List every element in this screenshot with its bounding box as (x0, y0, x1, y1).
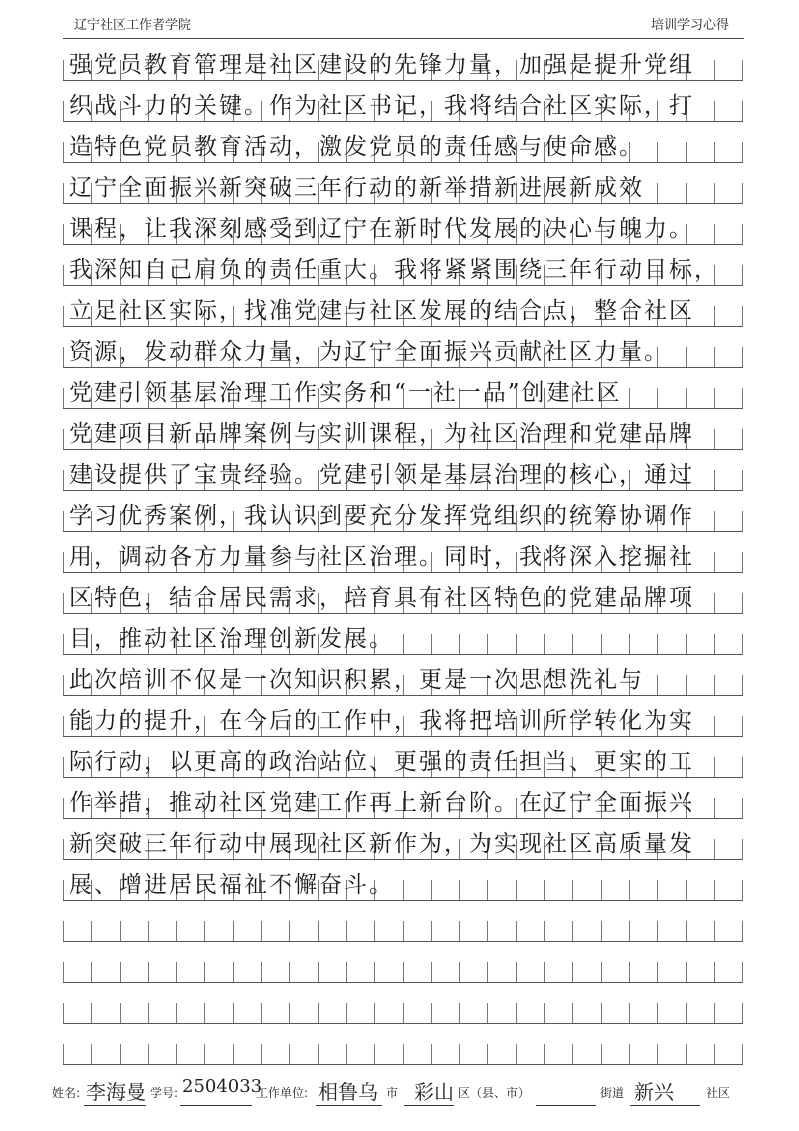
grid-row (63, 573, 743, 614)
handwritten-line: 际行动，以更高的政治站位、更强的责任担当、更实的工 (69, 749, 694, 775)
community-label: 社区 (706, 1086, 731, 1100)
grid-row (63, 532, 743, 573)
grid-cell (204, 962, 232, 982)
grid-cell (233, 962, 261, 982)
grid-cell (516, 962, 544, 982)
grid-cell (120, 1044, 148, 1064)
grid-row (63, 163, 743, 204)
grid-cell (714, 1003, 743, 1023)
header-rule (63, 38, 744, 39)
street-underline (536, 1105, 596, 1106)
grid-cell (544, 1003, 572, 1023)
grid-cell (431, 1003, 459, 1023)
grid-cell (516, 921, 544, 941)
grid-cell (63, 962, 91, 982)
grid-cell (289, 962, 317, 982)
id-value: 2504033 (182, 1076, 263, 1097)
grid-cell (686, 1003, 714, 1023)
grid-cell (346, 1044, 374, 1064)
grid-row (63, 122, 743, 163)
grid-cell (403, 1044, 431, 1064)
grid-cell (289, 1003, 317, 1023)
grid-cell (176, 1003, 204, 1023)
grid-cell (403, 1003, 431, 1023)
grid-cell (318, 1044, 346, 1064)
handwritten-line: 用，调动各方力量参与社区治理。同时，我将深入挖掘社 (69, 544, 694, 570)
grid-cell (374, 1003, 402, 1023)
handwritten-line: 区特色，结合居民需求，培育具有社区特色的党建品牌项 (69, 585, 694, 611)
footer-info (0, 1076, 799, 1116)
handwritten-line: 强党员教育管理是社区建设的先锋力量，加强是提升党组 (69, 52, 694, 78)
grid-cell (120, 921, 148, 941)
grid-cell (148, 962, 176, 982)
grid-cell (657, 921, 685, 941)
grid-cells (63, 1003, 743, 1023)
grid-cell (459, 962, 487, 982)
grid-cell (572, 1003, 600, 1023)
grid-cell (544, 962, 572, 982)
writing-grid (63, 40, 743, 1065)
handwritten-line: 此次培训不仅是一次知识积累，更是一次思想洗礼与 (69, 667, 644, 693)
grid-cell (459, 1003, 487, 1023)
grid-cell (487, 1044, 515, 1064)
grid-cell (346, 921, 374, 941)
grid-cells (63, 962, 743, 982)
grid-cell (487, 1003, 515, 1023)
grid-cell (601, 1003, 629, 1023)
grid-row (63, 983, 743, 1024)
grid-row (63, 942, 743, 983)
grid-cell (686, 962, 714, 982)
grid-cell (657, 1003, 685, 1023)
name-label: 姓名: (52, 1086, 81, 1100)
grid-cell (629, 1003, 657, 1023)
grid-row (63, 696, 743, 737)
grid-cell (629, 1044, 657, 1064)
grid-cell (318, 962, 346, 982)
grid-cell (346, 962, 374, 982)
handwritten-line: 党建引领基层治理工作实务和“一社一品”创建社区 (69, 380, 622, 406)
grid-row (63, 778, 743, 819)
grid-cell (686, 1044, 714, 1064)
grid-cell (516, 1003, 544, 1023)
grid-cell (148, 1044, 176, 1064)
grid-cell (516, 1044, 544, 1064)
grid-cell (714, 921, 743, 941)
grid-row (63, 327, 743, 368)
grid-cell (572, 962, 600, 982)
grid-cell (714, 1044, 743, 1064)
handwritten-line: 我深知自己肩负的责任重大。我将紧紧围绕三年行动目标， (69, 257, 719, 283)
grid-cell (629, 962, 657, 982)
grid-cell (204, 921, 232, 941)
grid-cell (572, 921, 600, 941)
handwritten-line: 目，推动社区治理创新发展。 (69, 626, 394, 652)
handwritten-line: 学习优秀案例，我认识到要充分发挥党组织的统筹协调作 (69, 503, 694, 529)
district-underline (404, 1105, 454, 1106)
unit-label: 工作单位: (256, 1086, 309, 1100)
grid-row (63, 860, 743, 901)
grid-cell (204, 1044, 232, 1064)
grid-cell (91, 1044, 119, 1064)
grid-row (63, 450, 743, 491)
grid-cell (148, 1003, 176, 1023)
grid-cell (629, 921, 657, 941)
handwritten-line: 织战斗力的关键。作为社区书记，我将结合社区实际，打 (69, 93, 694, 119)
grid-cell (91, 962, 119, 982)
grid-cell (148, 921, 176, 941)
grid-row (63, 204, 743, 245)
handwritten-line: 作举措，推动社区党建工作再上新台阶。在辽宁全面振兴 (69, 790, 694, 816)
name-underline (84, 1105, 146, 1106)
grid-row (63, 1024, 743, 1065)
grid-cell (431, 962, 459, 982)
grid-cell (601, 1044, 629, 1064)
city-label: 市 (386, 1086, 399, 1100)
grid-cell (63, 1044, 91, 1064)
grid-cell (601, 962, 629, 982)
institution-title: 辽宁社区工作者学院 (74, 18, 192, 33)
street-label: 街道 (600, 1086, 625, 1100)
grid-cell (487, 921, 515, 941)
handwritten-line: 新突破三年行动中展现社区新作为，为实现社区高质量发 (69, 831, 694, 857)
grid-cell (261, 1044, 289, 1064)
grid-cell (318, 921, 346, 941)
handwritten-line: 课程，让我深刻感受到辽宁在新时代发展的决心与魄力。 (69, 216, 694, 242)
grid-row (63, 819, 743, 860)
handwritten-line: 能力的提升，在今后的工作中，我将把培训所学转化为实 (69, 708, 694, 734)
grid-cell (487, 962, 515, 982)
grid-cell (601, 921, 629, 941)
grid-cells (63, 1044, 743, 1064)
handwritten-line: 资源，发动群众力量，为辽宁全面振兴贡献社区力量。 (69, 339, 669, 365)
handwritten-line: 立足社区实际，找准党建与社区发展的结合点，整合社区 (69, 298, 694, 324)
handwritten-line: 建设提供了宝贵经验。党建引领是基层治理的核心，通过 (69, 462, 694, 488)
grid-cell (544, 921, 572, 941)
grid-cell (657, 962, 685, 982)
grid-cell (120, 962, 148, 982)
grid-cell (204, 1003, 232, 1023)
grid-cell (120, 1003, 148, 1023)
grid-cell (261, 962, 289, 982)
grid-row (63, 368, 743, 409)
handwritten-line: 展、增进居民福祉不懈奋斗。 (69, 872, 394, 898)
name-value: 李海曼 (86, 1080, 146, 1104)
handwritten-line: 造特色党员教育活动，激发党员的责任感与使命感。 (69, 134, 644, 160)
grid-cell (431, 1044, 459, 1064)
grid-row (63, 737, 743, 778)
handwritten-line: 辽宁全面振兴新突破三年行动的新举措新进展新成效 (69, 175, 644, 201)
grid-row (63, 40, 743, 81)
grid-cell (289, 921, 317, 941)
grid-cell (346, 1003, 374, 1023)
grid-cell (233, 1044, 261, 1064)
id-label: 学号: (150, 1086, 179, 1100)
grid-row (63, 614, 743, 655)
grid-cell (318, 1003, 346, 1023)
grid-cell (403, 921, 431, 941)
grid-row (63, 491, 743, 532)
grid-cells (63, 921, 743, 941)
grid-cell (233, 921, 261, 941)
grid-cell (714, 962, 743, 982)
grid-cell (176, 921, 204, 941)
grid-cell (374, 962, 402, 982)
grid-row (63, 655, 743, 696)
city-value: 相鲁乌 (318, 1080, 378, 1104)
grid-cell (233, 1003, 261, 1023)
grid-cell (176, 962, 204, 982)
grid-cell (544, 1044, 572, 1064)
handwritten-line: 党建项目新品牌案例与实训课程，为社区治理和党建品牌 (69, 421, 694, 447)
community-value: 新兴 (634, 1080, 674, 1104)
community-underline (630, 1105, 700, 1106)
grid-row (63, 286, 743, 327)
document-type-title: 培训学习心得 (650, 18, 729, 33)
grid-cell (63, 921, 91, 941)
grid-row (63, 81, 743, 122)
grid-cell (261, 921, 289, 941)
grid-row (63, 901, 743, 942)
grid-cell (289, 1044, 317, 1064)
grid-cell (261, 1003, 289, 1023)
grid-cell (459, 921, 487, 941)
grid-cell (403, 962, 431, 982)
district-value: 彩山 (414, 1080, 454, 1104)
grid-cell (63, 1003, 91, 1023)
district-label: 区（县、市） (458, 1086, 531, 1100)
grid-row (63, 245, 743, 286)
grid-cell (374, 1044, 402, 1064)
grid-cell (431, 921, 459, 941)
grid-cell (91, 1003, 119, 1023)
city-underline (316, 1105, 382, 1106)
grid-cell (657, 1044, 685, 1064)
grid-cell (176, 1044, 204, 1064)
grid-cell (459, 1044, 487, 1064)
id-underline (180, 1105, 252, 1106)
grid-cell (686, 921, 714, 941)
grid-cell (91, 921, 119, 941)
grid-row (63, 409, 743, 450)
grid-cell (572, 1044, 600, 1064)
grid-cell (374, 921, 402, 941)
